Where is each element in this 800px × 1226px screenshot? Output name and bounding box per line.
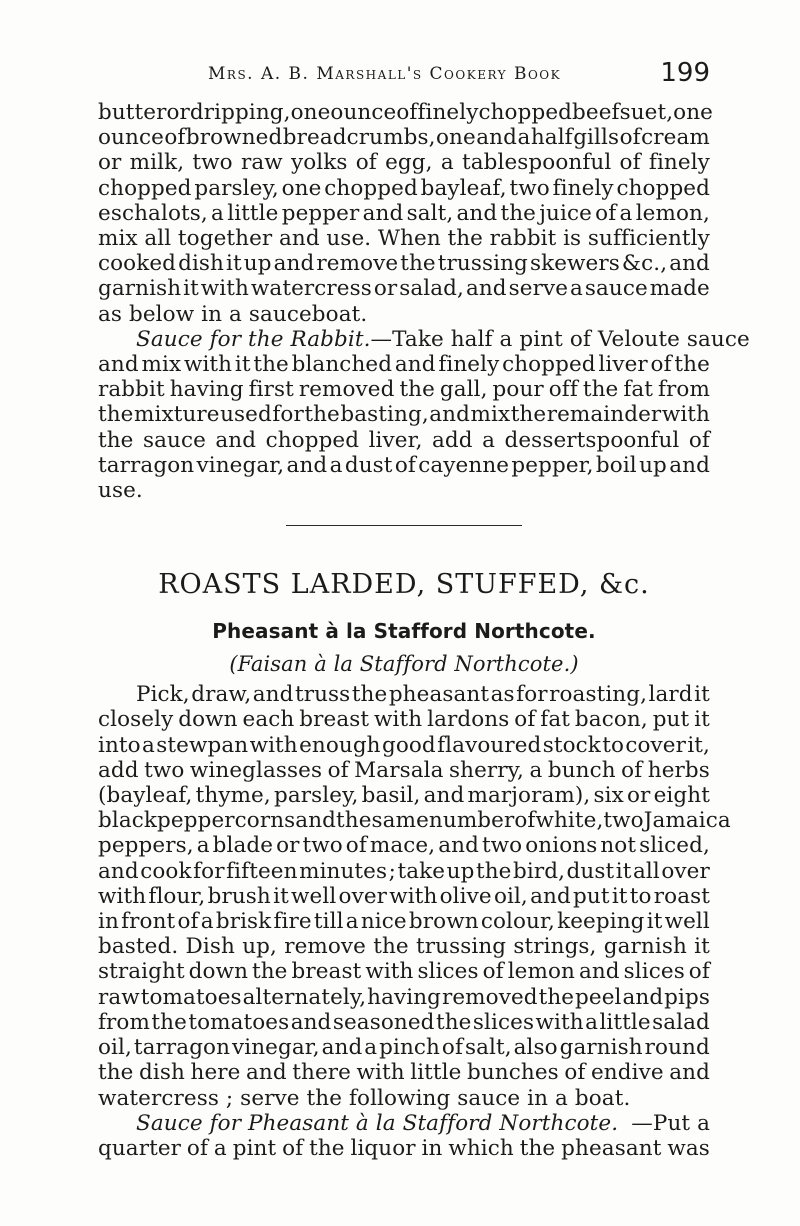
text-line: chopped parsley, one chopped bayleaf, two finely chopped [98,175,710,201]
sauce-rabbit-first-line: —Take half a pint of Veloute sauce [370,326,750,352]
text-line: quarter of a pint of the liquor in which the pheasant was [98,1135,710,1161]
page-number: 199 [660,58,710,88]
text-line: and cook for fifteen minutes ; take up the bird, dust it all over [98,858,710,884]
running-head [98,58,710,92]
text-line: straight down the breast with slices of lemon and slices of [98,959,710,985]
sauce-for-rabbit-paragraph [98,326,750,504]
paragraph-continued [98,100,713,327]
text-line: watercress ; serve the following sauce in a boat. [98,1085,631,1111]
recipe-subtitle: (Faisan à la Stafford Northcote.) [229,652,579,677]
text-line: the mixture used for the basting, and mix the remainder with [98,402,710,428]
text-line: as below in a sauceboat. [98,301,368,327]
text-line: cooked dish it up and remove the trussing skewers &c., and [98,251,710,277]
text-line: black peppercorns and the same number of white, two Jamaica [98,808,731,834]
page-body [98,100,750,1161]
text-line: basted. Dish up, remove the trussing strings, garnish it [98,934,710,960]
text-line: add two wineglasses of Marsala sherry, a bunch of herbs [98,757,710,783]
running-title: Mrs. A. B. Marshall's Cookery Book [208,64,562,84]
text-line: closely down each breast with lardons of fat bacon, put it [98,707,710,733]
text-line: in front of a brisk fire till a nice brown colour, keeping it well [98,909,710,935]
text-line: peppers, a blade or two of mace, and two onions not sliced, [98,833,710,859]
text-line: eschalots, a little pepper and salt, and the juice of a lemon, [98,200,710,226]
text-line: rabbit having first removed the gall, pour off the fat from [98,377,710,403]
text-line [98,326,750,352]
text-line: Pick, draw, and truss the pheasant as for roasting, lard it [136,682,710,708]
text-line: or milk, two raw yolks of egg, a tablespoonful of finely [98,150,710,176]
text-line: oil, tarragon vinegar, and a pinch of salt, also garnish round [98,1035,710,1061]
recipe-method [98,682,731,1111]
recipe-title: Pheasant à la Stafford Northcote. [212,619,596,644]
text-line: raw tomatoes alternately, having removed the peel and pips [98,984,710,1010]
section-divider [286,525,522,526]
text-line [98,1111,710,1136]
text-line: garnish it with watercress or salad, and serve a sauce made [98,276,710,302]
text-line: use. [98,478,143,504]
text-line: and mix with it the blanched and finely chopped liver of the [98,352,710,378]
sauce-pheasant-first-line: —Put a [631,1110,710,1136]
text-line: the sauce and chopped liver, add a dessertspoonful of [98,427,710,453]
text-line: (bayleaf, thyme, parsley, basil, and marjoram), six or eight [98,783,710,809]
text-line: mix all together and use. When the rabbit is sufficiently [98,226,710,252]
text-line: with flour, brush it well over with olive oil, and put it to roast [98,883,710,909]
text-line: tarragon vinegar, and a dust of cayenne pepper, boil up and [98,452,710,478]
sauce-pheasant-title: Sauce for Pheasant à la Stafford Northcote. [136,1110,619,1136]
sauce-rabbit-title: Sauce for the Rabbit. [136,326,371,352]
text-line: ounce of browned breadcrumbs, one and a half gills of cream [98,125,710,151]
section-heading: ROASTS LARDED, STUFFED, &c. [158,569,650,601]
text-line: the dish here and there with little bunches of endive and [98,1060,710,1086]
text-line: into a stewpan with enough good flavoured stock to cover it, [98,732,710,758]
text-line: from the tomatoes and seasoned the slices with a little salad [98,1009,710,1035]
sauce-for-pheasant-paragraph [98,1111,710,1161]
text-line: butter or dripping, one ounce of finely chopped beef suet, one [98,100,713,125]
